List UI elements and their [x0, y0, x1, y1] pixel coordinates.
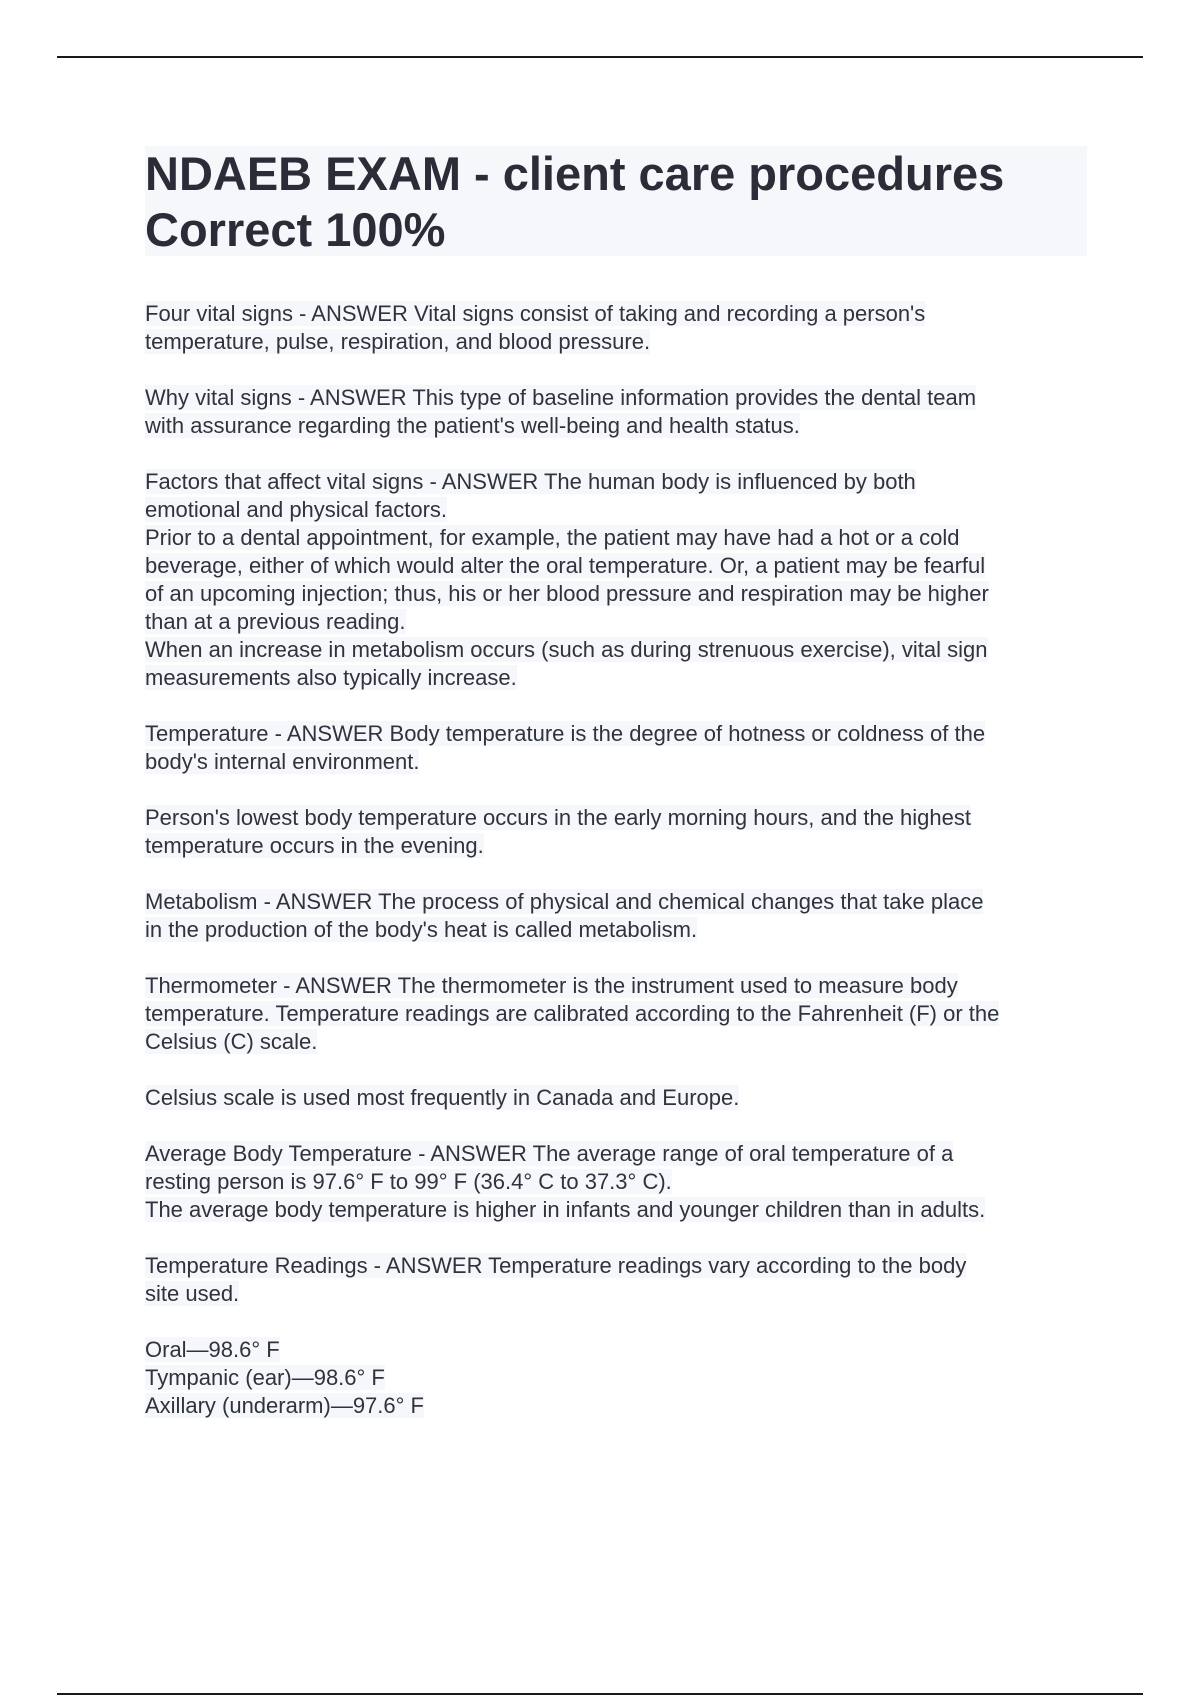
paragraph-line-text: Thermometer - ANSWER The thermometer is the instrument used to measure body [145, 973, 958, 998]
paragraph-line-text: The average body temperature is higher in infants and younger children than in adults. [145, 1197, 986, 1222]
paragraph-line [145, 608, 1095, 636]
paragraph-line-text: emotional and physical factors. [145, 497, 448, 522]
paragraph-line-text: site used. [145, 1281, 240, 1306]
qa-paragraph [145, 804, 1095, 860]
qa-paragraph [145, 720, 1095, 776]
paragraph-line [145, 720, 1095, 748]
paragraph-line [145, 1364, 1095, 1392]
title-line-2: Correct 100% [145, 203, 446, 256]
paragraph-line [145, 664, 1095, 692]
paragraph-line [145, 496, 1095, 524]
qa-paragraph [145, 300, 1095, 356]
paragraph-line-text: Prior to a dental appointment, for example, the patient may have had a hot or a cold [145, 525, 960, 550]
document-title [145, 146, 1087, 256]
paragraph-line-text: Tympanic (ear)—98.6° F [145, 1365, 385, 1390]
paragraph-line [145, 1028, 1095, 1056]
paragraph-line [145, 804, 1095, 832]
paragraph-line-text: Celsius scale is used most frequently in Canada and Europe. [145, 1085, 740, 1110]
paragraph-line-text: Why vital signs - ANSWER This type of baseline information provides the dental team [145, 385, 977, 410]
paragraph-line [145, 300, 1095, 328]
paragraph-line-text: in the production of the body's heat is called metabolism. [145, 917, 698, 942]
paragraph-line [145, 1252, 1095, 1280]
paragraph-line [145, 832, 1095, 860]
paragraph-line [145, 412, 1095, 440]
title-line-1: NDAEB EXAM - client care procedures [145, 147, 1005, 200]
paragraph-line [145, 1000, 1095, 1028]
qa-paragraph [145, 972, 1095, 1056]
paragraph-line [145, 636, 1095, 664]
paragraph-line-text: When an increase in metabolism occurs (such as during strenuous exercise), vital sign [145, 637, 988, 662]
paragraph-line-text: resting person is 97.6° F to 99° F (36.4° C to 37.3° C). [145, 1169, 672, 1194]
paragraph-line [145, 468, 1095, 496]
qa-paragraph [145, 888, 1095, 944]
paragraph-line-text: Temperature Readings - ANSWER Temperature readings vary according to the body [145, 1253, 967, 1278]
paragraph-line-text: temperature occurs in the evening. [145, 833, 484, 858]
qa-paragraph [145, 1140, 1095, 1224]
paragraph-line [145, 888, 1095, 916]
paragraph-line-text: beverage, either of which would alter the oral temperature. Or, a patient may be fearful [145, 553, 986, 578]
paragraph-line-text: Person's lowest body temperature occurs in the early morning hours, and the highest [145, 805, 971, 830]
paragraph-line-text: temperature. Temperature readings are calibrated according to the Fahrenheit (F) or the [145, 1001, 1000, 1026]
paragraph-line-text: Oral—98.6° F [145, 1337, 280, 1362]
paragraph-line [145, 748, 1095, 776]
paragraph-line-text: body's internal environment. [145, 749, 420, 774]
paragraph-line [145, 384, 1095, 412]
paragraph-line-text: Temperature - ANSWER Body temperature is the degree of hotness or coldness of the [145, 721, 986, 746]
paragraph-line [145, 1392, 1095, 1420]
paragraph-line [145, 580, 1095, 608]
paragraph-line-text: Average Body Temperature - ANSWER The average range of oral temperature of a [145, 1141, 954, 1166]
paragraph-line-text: of an upcoming injection; thus, his or her blood pressure and respiration may be higher [145, 581, 989, 606]
qa-paragraph [145, 1084, 1095, 1112]
qa-paragraph [145, 468, 1095, 692]
paragraph-line [145, 1196, 1095, 1224]
paragraph-line-text: Four vital signs - ANSWER Vital signs consist of taking and recording a person's [145, 301, 926, 326]
paragraph-line [145, 972, 1095, 1000]
top-rule [57, 56, 1143, 58]
paragraph-line-text: Metabolism - ANSWER The process of physical and chemical changes that take place [145, 889, 984, 914]
paragraph-line [145, 524, 1095, 552]
qa-paragraph [145, 1336, 1095, 1420]
paragraph-line [145, 1336, 1095, 1364]
paragraph-line [145, 916, 1095, 944]
paragraph-line-text: Axillary (underarm)—97.6° F [145, 1393, 424, 1418]
paragraph-line-text: measurements also typically increase. [145, 665, 517, 690]
paragraph-line [145, 328, 1095, 356]
paragraph-line [145, 1140, 1095, 1168]
paragraph-line-text: Celsius (C) scale. [145, 1029, 318, 1054]
paragraph-line-text: than at a previous reading. [145, 609, 406, 634]
paragraph-line [145, 552, 1095, 580]
paragraph-line-text: temperature, pulse, respiration, and blood pressure. [145, 329, 651, 354]
paragraph-line [145, 1084, 1095, 1112]
qa-paragraph [145, 1252, 1095, 1308]
paragraph-line-text: with assurance regarding the patient's well-being and health status. [145, 413, 800, 438]
document-body [145, 300, 1095, 1448]
paragraph-line [145, 1168, 1095, 1196]
qa-paragraph [145, 384, 1095, 440]
bottom-rule [57, 1693, 1143, 1695]
paragraph-line [145, 1280, 1095, 1308]
paragraph-line-text: Factors that affect vital signs - ANSWER The human body is influenced by both [145, 469, 916, 494]
